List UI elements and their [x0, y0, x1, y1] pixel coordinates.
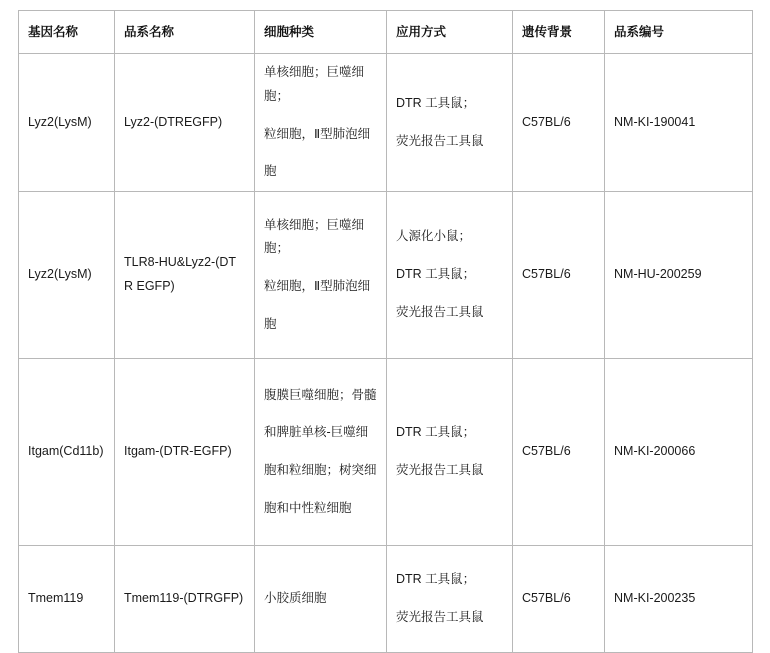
cell-background: C57BL/6	[513, 546, 605, 653]
cell-line: 粒细胞，Ⅱ型肺泡细	[264, 126, 371, 141]
cell-gene: Lyz2(LysM)	[19, 192, 115, 359]
cell-background: C57BL/6	[513, 192, 605, 359]
cell-code: NM-KI-200235	[605, 546, 753, 653]
cell-strain: Itgam-(DTR-EGFP)	[115, 359, 255, 546]
cell-strain: Tmem119-(DTRGFP)	[115, 546, 255, 653]
cell-line: 人源化小鼠；	[396, 229, 472, 244]
cell-cell-type	[255, 192, 387, 359]
column-header-code: 品系编号	[605, 11, 753, 54]
strain-table	[18, 10, 753, 653]
cell-background: C57BL/6	[513, 54, 605, 192]
cell-line: DTR 工具鼠；	[396, 95, 476, 110]
table-row	[19, 546, 753, 653]
cell-line: DTR 工具鼠；	[396, 425, 476, 440]
cell-code: NM-KI-200066	[605, 359, 753, 546]
cell-strain: Lyz2-(DTREGFP)	[115, 54, 255, 192]
column-header-strain: 品系名称	[115, 11, 255, 54]
table-row	[19, 359, 753, 546]
cell-line: 单核细胞；巨噬细胞；	[264, 217, 365, 256]
cell-line: 胞和粒细胞；树突细	[264, 463, 377, 477]
cell-application	[387, 359, 513, 546]
column-header-gene: 基因名称	[19, 11, 115, 54]
cell-line: 小胶质细胞	[264, 591, 327, 606]
cell-line: 荧光报告工具鼠	[396, 133, 484, 148]
column-header-background: 遗传背景	[513, 11, 605, 54]
cell-line: 和脾脏单核-巨噬细	[264, 425, 369, 440]
cell-cell-type	[255, 546, 387, 653]
cell-line: DTR 工具鼠；	[396, 572, 476, 587]
cell-line: 粒细胞，Ⅱ型肺泡细	[264, 279, 371, 293]
cell-application	[387, 192, 513, 359]
cell-line: 荧光报告工具鼠	[396, 304, 484, 319]
cell-cell-type	[255, 359, 387, 546]
cell-code: NM-KI-190041	[605, 54, 753, 192]
cell-gene: Itgam(Cd11b)	[19, 359, 115, 546]
cell-line: 荧光报告工具鼠	[396, 610, 484, 624]
column-header-application: 应用方式	[387, 11, 513, 54]
cell-strain: TLR8-HU&Lyz2-(DTR EGFP)	[115, 192, 255, 359]
cell-line: 胞	[264, 164, 277, 179]
cell-line: 荧光报告工具鼠	[396, 463, 484, 477]
cell-background: C57BL/6	[513, 359, 605, 546]
table-row	[19, 192, 753, 359]
cell-line: 单核细胞；巨噬细胞；	[264, 65, 365, 103]
cell-gene: Tmem119	[19, 546, 115, 653]
table-header-row	[19, 11, 753, 54]
cell-line: DTR 工具鼠；	[396, 267, 476, 282]
cell-line: 腹膜巨噬细胞；骨髓	[264, 387, 377, 402]
table-row	[19, 54, 753, 192]
cell-line: 胞	[264, 316, 277, 331]
cell-line: 胞和中性粒细胞	[264, 500, 352, 515]
cell-code: NM-HU-200259	[605, 192, 753, 359]
column-header-cell-type: 细胞种类	[255, 11, 387, 54]
cell-application	[387, 54, 513, 192]
cell-gene: Lyz2(LysM)	[19, 54, 115, 192]
cell-cell-type	[255, 54, 387, 192]
cell-application	[387, 546, 513, 653]
